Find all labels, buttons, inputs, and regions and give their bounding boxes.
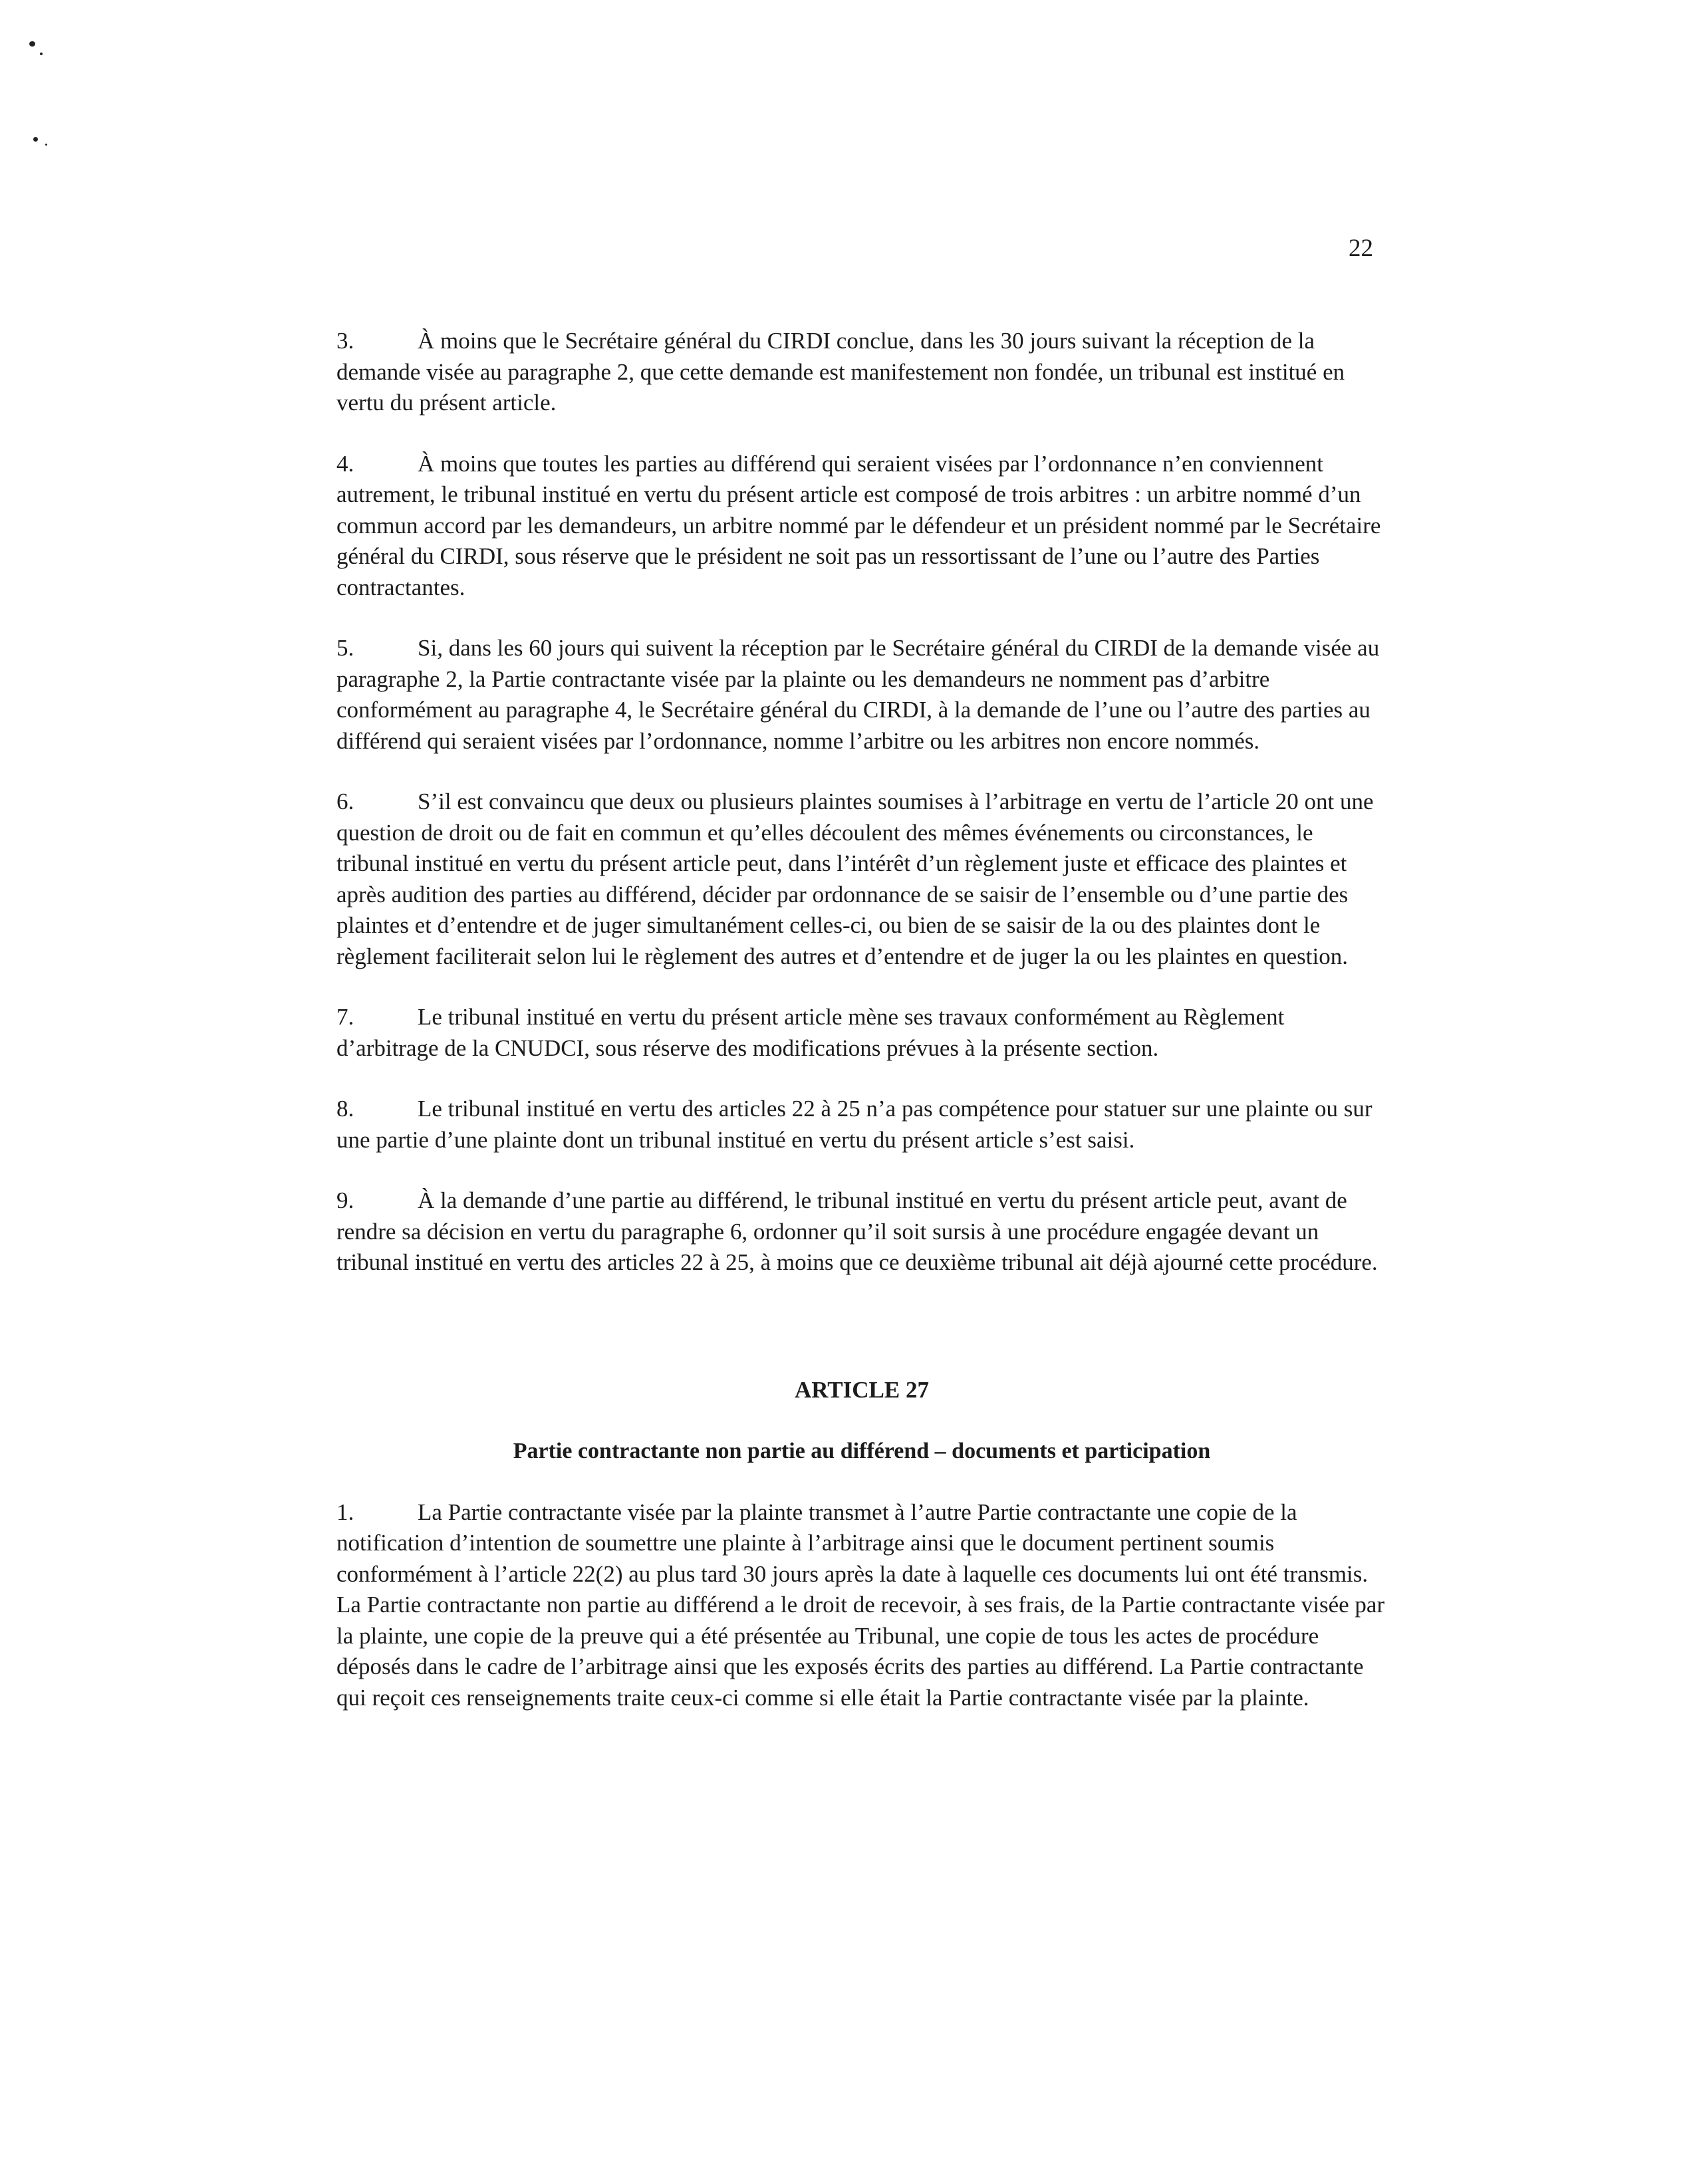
scan-speck — [40, 53, 43, 55]
paragraph-text: Le tribunal institué en vertu du présent article mène ses travaux conformément au Règlement d’arbitrage de la CNUDCI, sous réserve des modifications prévues à la présente section. — [336, 1004, 1285, 1061]
paragraph-9 — [336, 1185, 1387, 1278]
paragraph-text: La Partie contractante visée par la plainte transmet à l’autre Partie contractante une copie de la notification d’intention de soumettre une plainte à l’arbitrage ainsi que le document pertinent soumis conformément à l’article 22(2) au plus tard 30 jours après la date à laquelle ces documents lui ont été transmis. La Partie contractante non partie au différend a le droit de recevoir, à ses frais, de la Partie contractante visée par la plainte, une copie de la preuve qui a été présentée au Tribunal, une copie de tous les actes de procédure déposés dans le cadre de l’arbitrage ainsi que les exposés écrits des parties au différend. La Partie contractante qui reçoit ces renseignements traite ceux-ci comme si elle était la Partie contractante visée par la plainte. — [336, 1499, 1385, 1711]
paragraph-4 — [336, 449, 1387, 604]
paragraph-3 — [336, 326, 1387, 419]
scan-speck — [33, 137, 38, 142]
paragraph-number: 9. — [336, 1187, 354, 1213]
page-number: 22 — [1349, 235, 1373, 262]
paragraph-number: 8. — [336, 1096, 354, 1122]
paragraph-list — [336, 326, 1387, 1278]
paragraph-text: Le tribunal institué en vertu des articles 22 à 25 n’a pas compétence pour statuer sur une plainte ou sur une partie d’une plainte dont un tribunal institué en vertu du présent article s’est saisi. — [336, 1096, 1372, 1153]
paragraph-text: À moins que le Secrétaire général du CIRDI conclue, dans les 30 jours suivant la réception de la demande visée au paragraphe 2, que cette demande est manifestement non fondée, un tribunal est institué en vertu du présent article. — [336, 328, 1345, 416]
scan-speck — [45, 144, 47, 146]
paragraph-7 — [336, 1002, 1387, 1064]
paragraph-6 — [336, 787, 1387, 972]
paragraph-text: S’il est convaincu que deux ou plusieurs plaintes soumises à l’arbitrage en vertu de l’article 20 ont une question de droit ou de fait en commun et qu’elles découlent des mêmes événements ou circonstances, le tribunal institué en vertu du présent article peut, dans l’intérêt d’un règlement juste et efficace des plaintes et après audition des parties au différend, décider par ordonnance de se saisir de l’ensemble ou d’une partie des plaintes et d’entendre et de juger simultanément celles-ci, ou bien de se saisir de la ou des plaintes dont le règlement faciliterait selon lui le règlement des autres et d’entendre et de juger la ou les plaintes en question. — [336, 789, 1374, 969]
article-title: ARTICLE 27 — [794, 1376, 929, 1403]
article-paragraph-1 — [336, 1497, 1387, 1714]
article-27-section — [336, 1375, 1387, 1714]
paragraph-number: 3. — [336, 328, 354, 354]
paragraph-number: 4. — [336, 450, 354, 477]
paragraph-8 — [336, 1094, 1387, 1155]
paragraph-number: 6. — [336, 789, 354, 814]
paragraph-text: À la demande d’une partie au différend, le tribunal institué en vertu du présent article peut, avant de rendre sa décision en vertu du paragraphe 6, ordonner qu’il soit sursis à une procédure engagée devant un tribunal institué en vertu des articles 22 à 25, à moins que ce deuxième tribunal ait déjà ajourné cette procédure. — [336, 1187, 1378, 1275]
paragraph-5 — [336, 633, 1387, 757]
scan-speck — [29, 41, 35, 47]
article-subtitle: Partie contractante non partie au différend – documents et participation — [513, 1438, 1211, 1463]
paragraph-number: 5. — [336, 635, 354, 661]
paragraph-text: Si, dans les 60 jours qui suivent la réception par le Secrétaire général du CIRDI de la demande visée au paragraphe 2, la Partie contractante visée par la plainte ou les demandeurs ne nomment pas d’arbitre conformément au paragraphe 4, le Secrétaire général du CIRDI, à la demande de l’une ou l’autre des parties au différend qui seraient visées par l’ordonnance, nomme l’arbitre ou les arbitres non encore nommés. — [336, 635, 1380, 754]
document-body — [336, 326, 1387, 1743]
paragraph-text: À moins que toutes les parties au différend qui seraient visées par l’ordonnance n’en conviennent autrement, le tribunal institué en vertu du présent article est composé de trois arbitres : un arbitre nommé d’un commun accord par les demandeurs, un arbitre nommé par le défendeur et un président nommé par le Secrétaire général du CIRDI, sous réserve que le président ne soit pas un ressortissant de l’une ou l’autre des Parties contractantes. — [336, 450, 1381, 600]
paragraph-number: 1. — [336, 1499, 354, 1525]
paragraph-number: 7. — [336, 1004, 354, 1030]
